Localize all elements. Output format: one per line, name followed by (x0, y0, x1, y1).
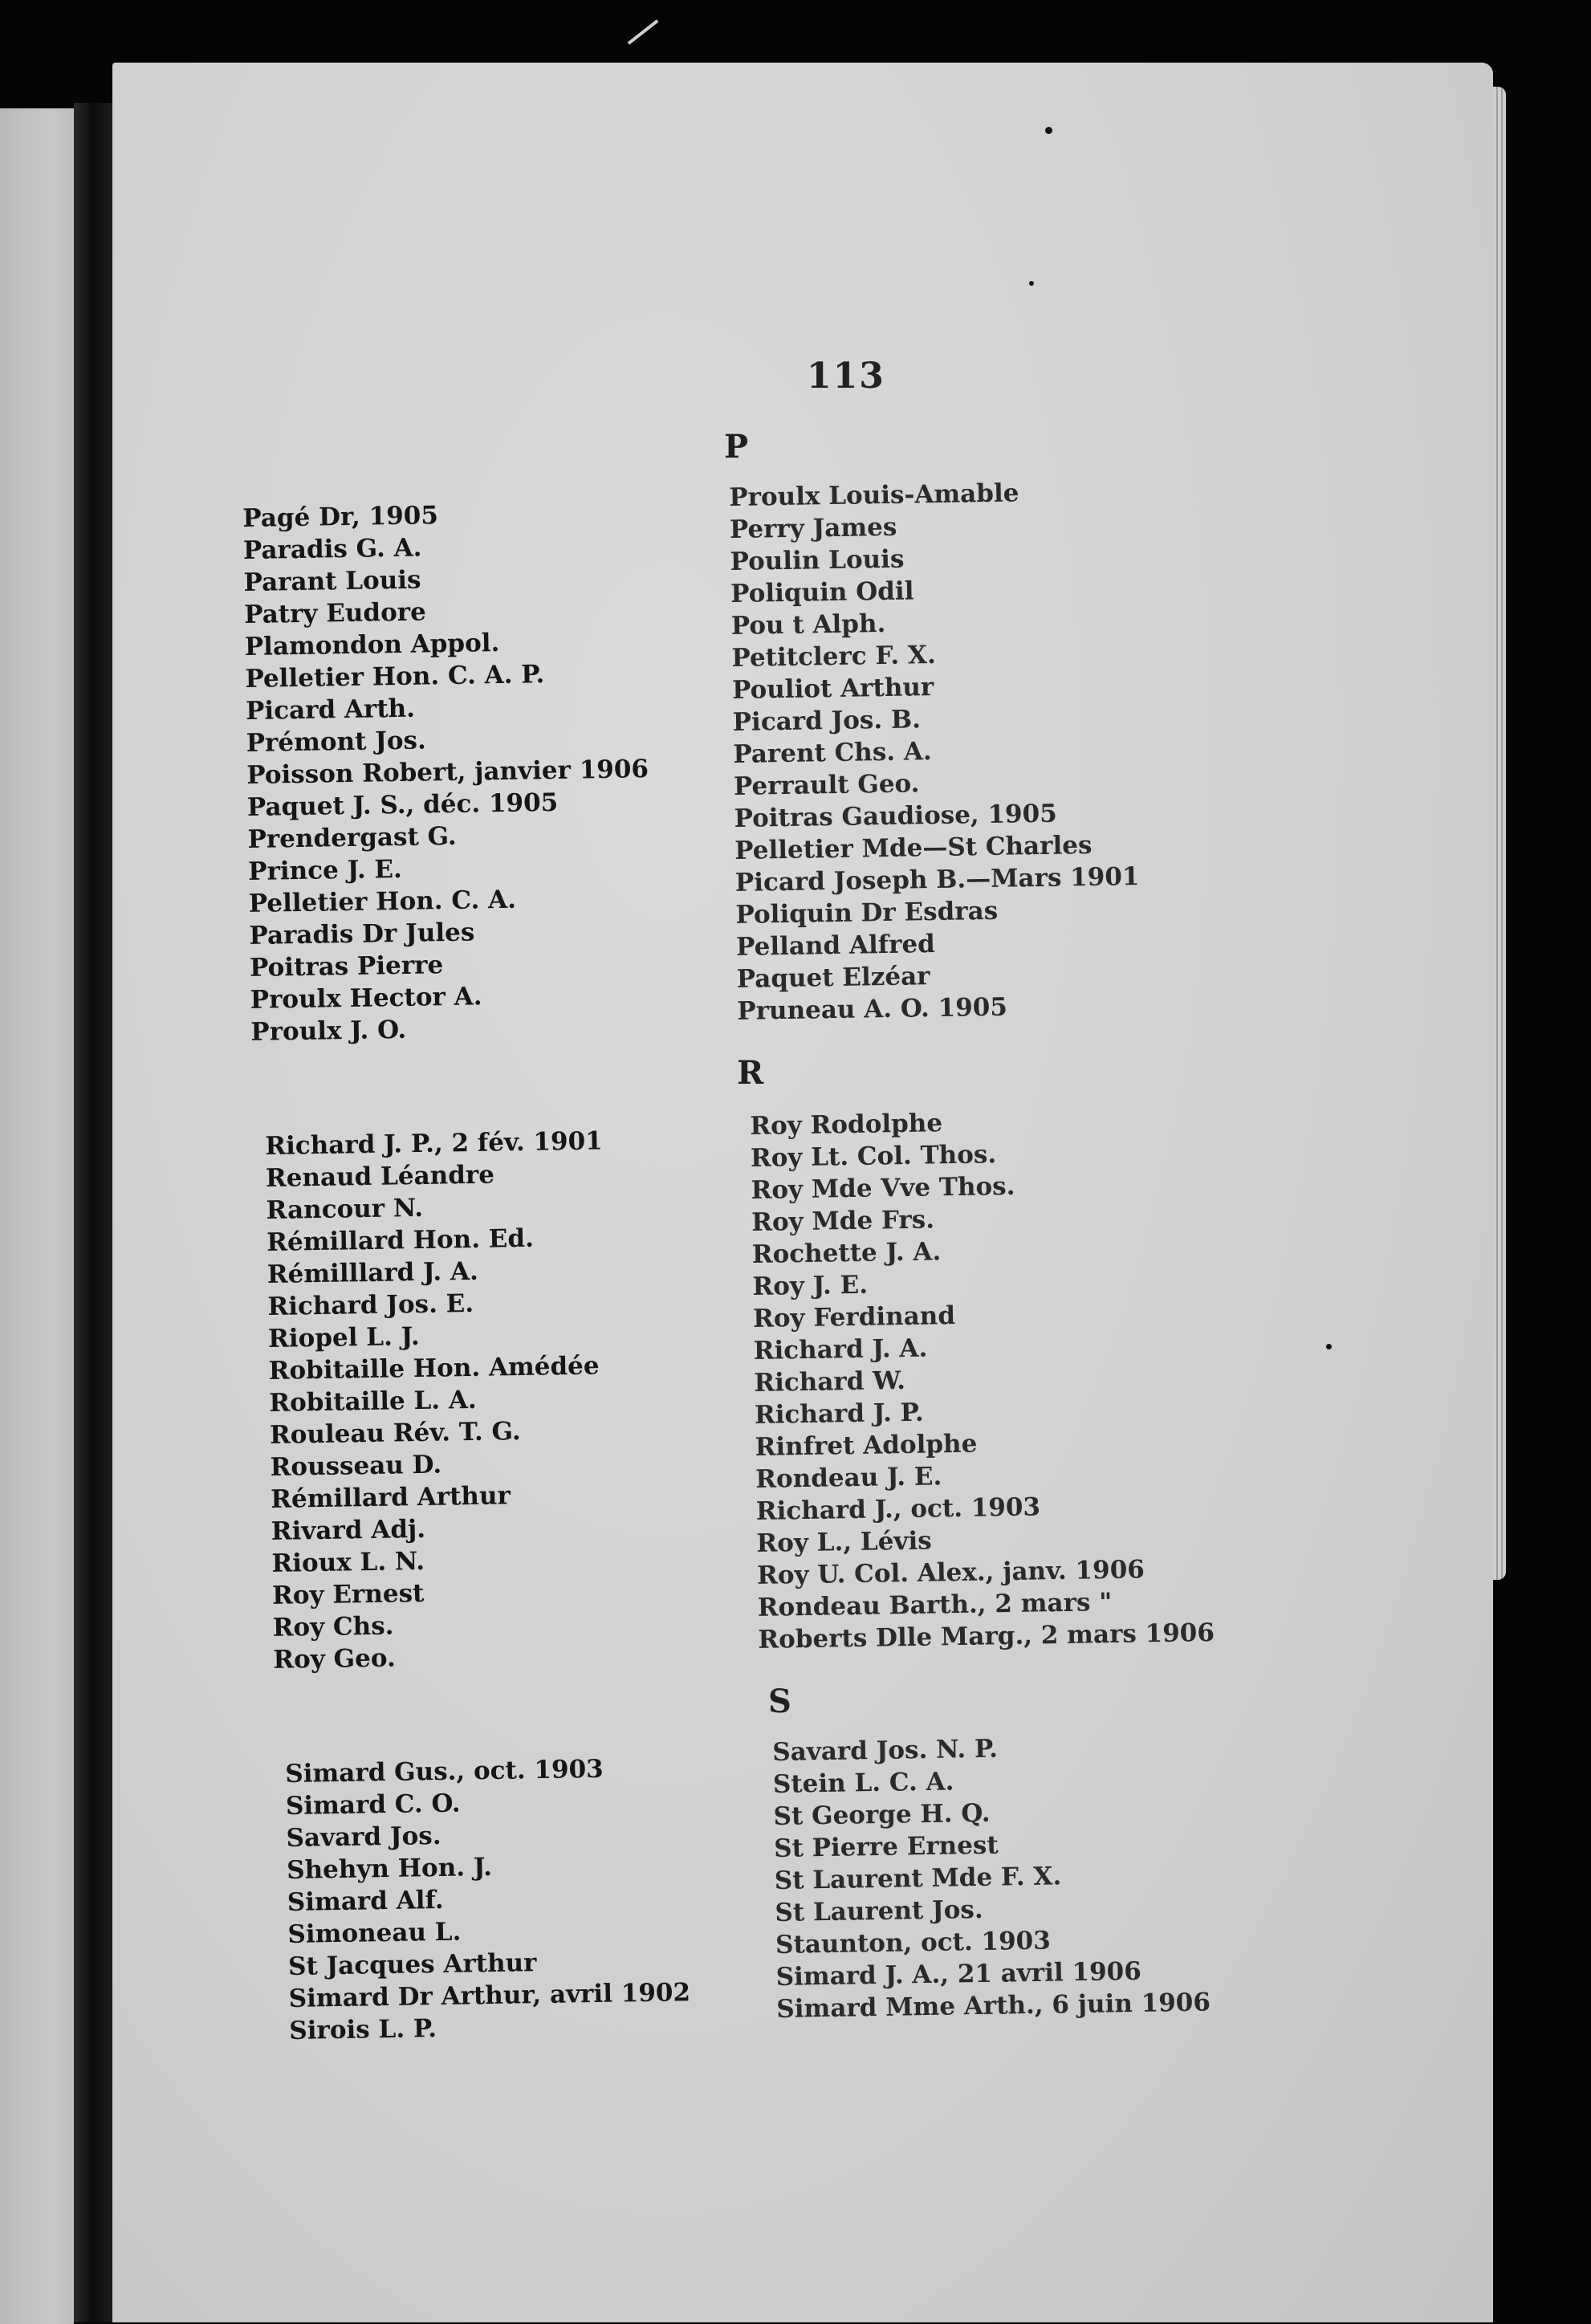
film-scratch (628, 19, 659, 44)
register-entry: Perrault Geo. (733, 769, 920, 801)
register-entry: Poitras Gaudiose, 1905 (734, 799, 1058, 833)
register-entry: Proulx Hector A. (250, 982, 482, 1015)
section-p-right-list (729, 475, 1141, 1028)
register-entry: Poliquin Dr Esdras (735, 896, 999, 930)
register-entry: Poulin Louis (730, 544, 905, 576)
register-entry: Petitclerc F. X. (731, 640, 937, 673)
register-entry: Richard W. (754, 1366, 906, 1398)
register-entry: Poitras Pierre (249, 950, 444, 983)
register-entry: Proulx Louis-Amable (729, 478, 1019, 512)
register-entry: Riopel L. J. (267, 1322, 420, 1353)
register-entry: Rioux L. N. (271, 1546, 425, 1578)
register-entry: St Pierre Ernest (773, 1830, 999, 1863)
book-binding (74, 103, 112, 2322)
register-entry: Robitaille Hon. Amédée (268, 1351, 600, 1386)
register-entry: Simard Gus., oct. 1903 (285, 1754, 604, 1789)
ink-speck (1326, 1344, 1332, 1349)
section-r-right-list (750, 1103, 1215, 1656)
register-entry: Pelletier Hon. C. A. (248, 885, 517, 918)
register-entry: Richard J., oct. 1903 (755, 1492, 1041, 1526)
register-entry: Richard Jos. E. (267, 1288, 474, 1321)
register-entry: St Jacques Arthur (287, 1948, 537, 1981)
register-entry: Parant Louis (243, 565, 421, 597)
section-s-right-list (772, 1730, 1211, 2025)
register-entry: Roy Geo. (273, 1643, 397, 1675)
register-entry: Roy Ernest (271, 1578, 425, 1610)
register-entry: Roy Chs. (272, 1611, 394, 1642)
register-entry: Rondeau J. E. (755, 1462, 942, 1494)
ink-speck (1029, 281, 1034, 286)
section-letter-s: S (768, 1683, 791, 1720)
register-entry: Pelletier Hon. C. A. P. (245, 660, 545, 694)
register-entry: Simard Alf. (287, 1885, 444, 1917)
register-entry: Robitaille L. A. (269, 1385, 477, 1418)
register-entry: Simard J. A., 21 avril 1906 (775, 1956, 1142, 1992)
register-entry: Plamondon Appol. (244, 628, 500, 661)
register-entry: Pelland Alfred (735, 930, 936, 962)
register-entry: Paradis Dr Jules (249, 918, 475, 950)
register-entry: Simoneau L. (287, 1917, 462, 1949)
register-entry: Roy L., Lévis (756, 1526, 932, 1558)
register-entry: Patry Eudore (243, 597, 427, 629)
register-entry: Savard Jos. (286, 1821, 441, 1853)
register-entry: Poisson Robert, janvier 1906 (246, 755, 649, 790)
register-entry: Prémont Jos. (246, 726, 427, 758)
register-entry: Roberts Dlle Marg., 2 mars 1906 (758, 1618, 1215, 1654)
register-entry: Rochette J. A. (751, 1237, 942, 1269)
register-entry: Rousseau D. (270, 1450, 442, 1482)
register-entry: St Laurent Jos. (775, 1895, 983, 1927)
register-entry: Renaud Léandre (265, 1160, 495, 1193)
register-entry: Prince J. E. (247, 854, 403, 886)
register-entry: Rémillard Hon. Ed. (266, 1223, 535, 1257)
register-entry: Rivard Adj. (271, 1514, 426, 1546)
register-entry: Roy Rodolphe (750, 1109, 943, 1141)
ink-speck (1045, 127, 1052, 134)
register-entry: Paquet Elzéar (736, 962, 930, 994)
section-r-left-list (265, 1125, 611, 1676)
register-entry: Pruneau A. O. 1905 (737, 992, 1008, 1026)
register-entry: Perry James (729, 512, 897, 544)
register-entry: Picard Arth. (245, 694, 416, 726)
register-entry: Roy Ferdinand (752, 1301, 956, 1333)
register-entry: Richard J. P. (754, 1398, 924, 1430)
register-entry: Picard Joseph B.—Mars 1901 (734, 862, 1140, 897)
register-entry: Proulx J. O. (250, 1015, 407, 1047)
register-entry: Rémilllard J. A. (267, 1256, 479, 1289)
section-s-left-list (285, 1752, 691, 2047)
register-entry: Rancour N. (266, 1193, 424, 1225)
register-entry: Richard J. A. (753, 1333, 928, 1366)
register-entry: Roy Lt. Col. Thos. (750, 1140, 997, 1173)
register-entry: Simard C. O. (285, 1789, 461, 1821)
register-entry: Staunton, oct. 1903 (775, 1926, 1052, 1960)
register-entry: Paradis G. A. (242, 533, 422, 565)
register-entry: Sirois L. P. (289, 2014, 437, 2045)
register-entry: Savard Jos. N. P. (772, 1734, 999, 1767)
register-entry: Rouleau Rév. T. G. (269, 1417, 521, 1450)
register-entry: Richard J. P., 2 fév. 1901 (265, 1126, 603, 1161)
register-entry: Rondeau Barth., 2 mars " (757, 1587, 1113, 1622)
register-entry: Rémillard Arthur (270, 1481, 511, 1514)
section-letter-r: R (737, 1054, 764, 1092)
register-entry: Stein L. C. A. (772, 1767, 954, 1799)
register-entry: Roy Mde Frs. (751, 1205, 935, 1237)
register-entry: St Laurent Mde F. X. (774, 1862, 1062, 1895)
register-entry: Picard Jos. B. (732, 705, 922, 737)
page-number: 113 (807, 356, 885, 397)
register-page (112, 63, 1493, 2322)
register-entry: Roy U. Col. Alex., janv. 1906 (756, 1555, 1145, 1590)
register-entry: Paquet J. S., déc. 1905 (246, 788, 559, 822)
register-entry: Pou t Alph. (730, 608, 886, 641)
register-entry: Simard Dr Arthur, avril 1902 (288, 1978, 691, 2013)
section-letter-p: P (724, 428, 749, 466)
register-entry: St George H. Q. (773, 1798, 991, 1831)
register-entry: Pouliot Arthur (731, 673, 934, 705)
register-entry: Parent Chs. A. (733, 737, 932, 769)
register-entry: Shehyn Hon. J. (286, 1852, 493, 1885)
facing-page-edge (0, 108, 74, 2324)
register-entry: Rinfret Adolphe (755, 1429, 978, 1462)
register-entry: Simard Mme Arth., 6 juin 1906 (776, 1988, 1211, 2024)
section-p-left-list (242, 496, 653, 1048)
register-entry: Pelletier Mde—St Charles (734, 830, 1093, 865)
register-entry: Pagé Dr, 1905 (242, 501, 439, 533)
register-entry: Poliquin Odil (730, 576, 914, 608)
register-entry: Roy J. E. (752, 1270, 869, 1301)
register-entry: Prendergast G. (247, 821, 457, 854)
register-entry: Roy Mde Vve Thos. (751, 1171, 1015, 1205)
